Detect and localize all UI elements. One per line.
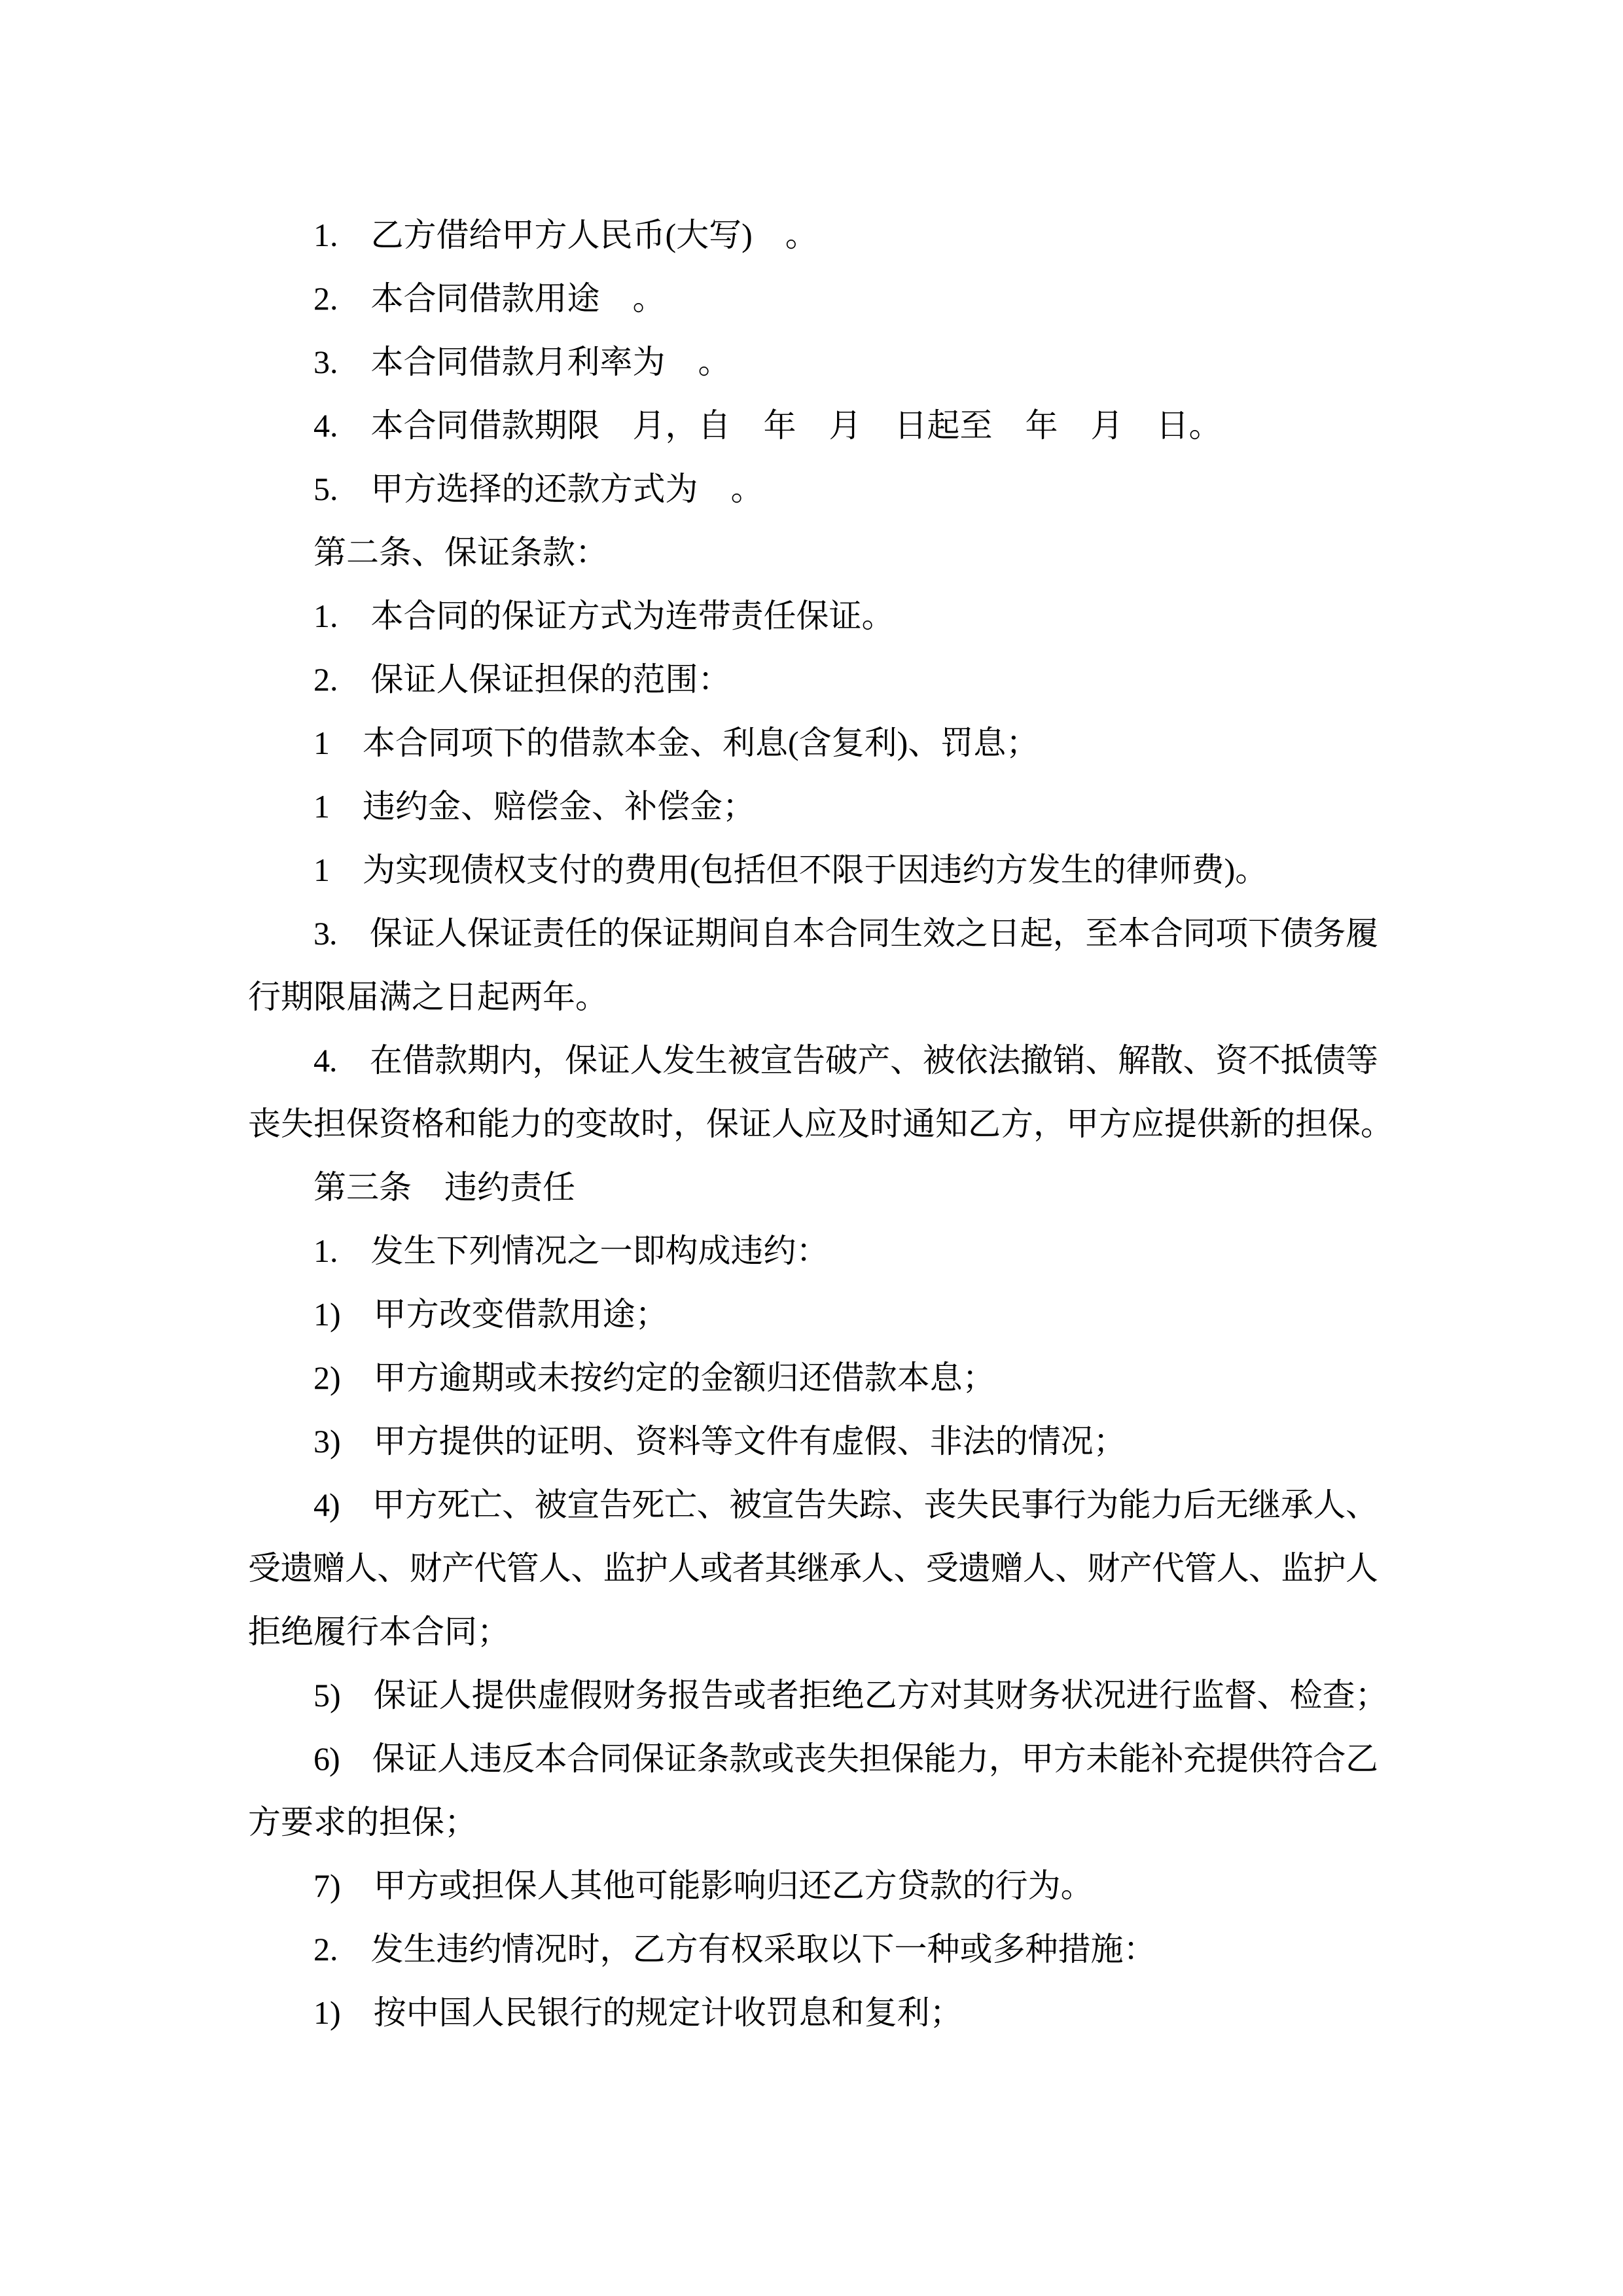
contract-line-breach-case-4a: 4) 甲方死亡、被宣告死亡、被宣告失踪、丧失民事行为能力后无继承人、 <box>313 1486 1378 1523</box>
contract-heading-article-2: 第二条、保证条款： <box>313 534 608 571</box>
contract-line-breach-case-3: 3) 甲方提供的证明、资料等文件有虚假、非法的情况； <box>313 1423 1126 1460</box>
contract-line-item-4: 4. 本合同借款期限 月，自 年 月 日起至 年 月 日。 <box>313 407 1222 444</box>
contract-line-guarantee-4a: 4. 在借款期内，保证人发生被宣告破产、被依法撤销、解散、资不抵债等 <box>313 1042 1378 1079</box>
contract-line-scope-2: 1 违约金、赔偿金、补偿金； <box>313 788 755 825</box>
contract-line-item-1: 1. 乙方借给甲方人民币(大写) 。 <box>313 217 818 253</box>
contract-line-measure-1: 1) 按中国人民银行的规定计收罚息和复利； <box>313 1994 963 2031</box>
contract-line-scope-1: 1 本合同项下的借款本金、利息(含复利)、罚息； <box>313 725 1039 761</box>
contract-line-breach-case-4c: 拒绝履行本合同； <box>248 1613 510 1650</box>
contract-line-breach-case-7: 7) 甲方或担保人其他可能影响归还乙方贷款的行为。 <box>313 1867 1094 1904</box>
contract-line-guarantee-1: 1. 本合同的保证方式为连带责任保证。 <box>313 598 895 634</box>
contract-line-guarantee-2: 2. 保证人保证担保的范围： <box>313 661 731 698</box>
contract-line-item-2: 2. 本合同借款用途 。 <box>313 280 666 317</box>
contract-line-breach-1: 1. 发生下列情况之一即构成违约： <box>313 1232 829 1269</box>
contract-line-breach-case-5: 5) 保证人提供虚假财务报告或者拒绝乙方对其财务状况进行监督、检查； <box>313 1677 1388 1713</box>
contract-line-item-5: 5. 甲方选择的还款方式为 。 <box>313 471 764 507</box>
contract-line-breach-2: 2. 发生违约情况时，乙方有权采取以下一种或多种措施： <box>313 1931 1156 1967</box>
contract-text-block <box>248 204 1393 2045</box>
contract-line-breach-case-6b: 方要求的担保； <box>248 1804 477 1840</box>
contract-line-breach-case-2: 2) 甲方逾期或未按约定的金额归还借款本息； <box>313 1359 995 1396</box>
contract-line-breach-case-4b: 受遗赠人、财产代管人、监护人或者其继承人、受遗赠人、财产代管人、监护人 <box>248 1550 1378 1587</box>
contract-line-guarantee-4b: 丧失担保资格和能力的变故时，保证人应及时通知乙方，甲方应提供新的担保。 <box>248 1105 1393 1142</box>
contract-line-guarantee-3a: 3. 保证人保证责任的保证期间自本合同生效之日起，至本合同项下债务履 <box>313 915 1378 952</box>
contract-line-scope-3: 1 为实现债权支付的费用(包括但不限于因违约方发生的律师费)。 <box>313 852 1268 888</box>
contract-line-guarantee-3b: 行期限届满之日起两年。 <box>248 978 608 1015</box>
contract-line-breach-case-1: 1) 甲方改变借款用途； <box>313 1296 668 1333</box>
contract-line-breach-case-6a: 6) 保证人违反本合同保证条款或丧失担保能力，甲方未能补充提供符合乙 <box>313 1740 1378 1777</box>
contract-heading-article-3: 第三条 违约责任 <box>313 1169 575 1206</box>
contract-line-item-3: 3. 本合同借款月利率为 。 <box>313 344 731 380</box>
